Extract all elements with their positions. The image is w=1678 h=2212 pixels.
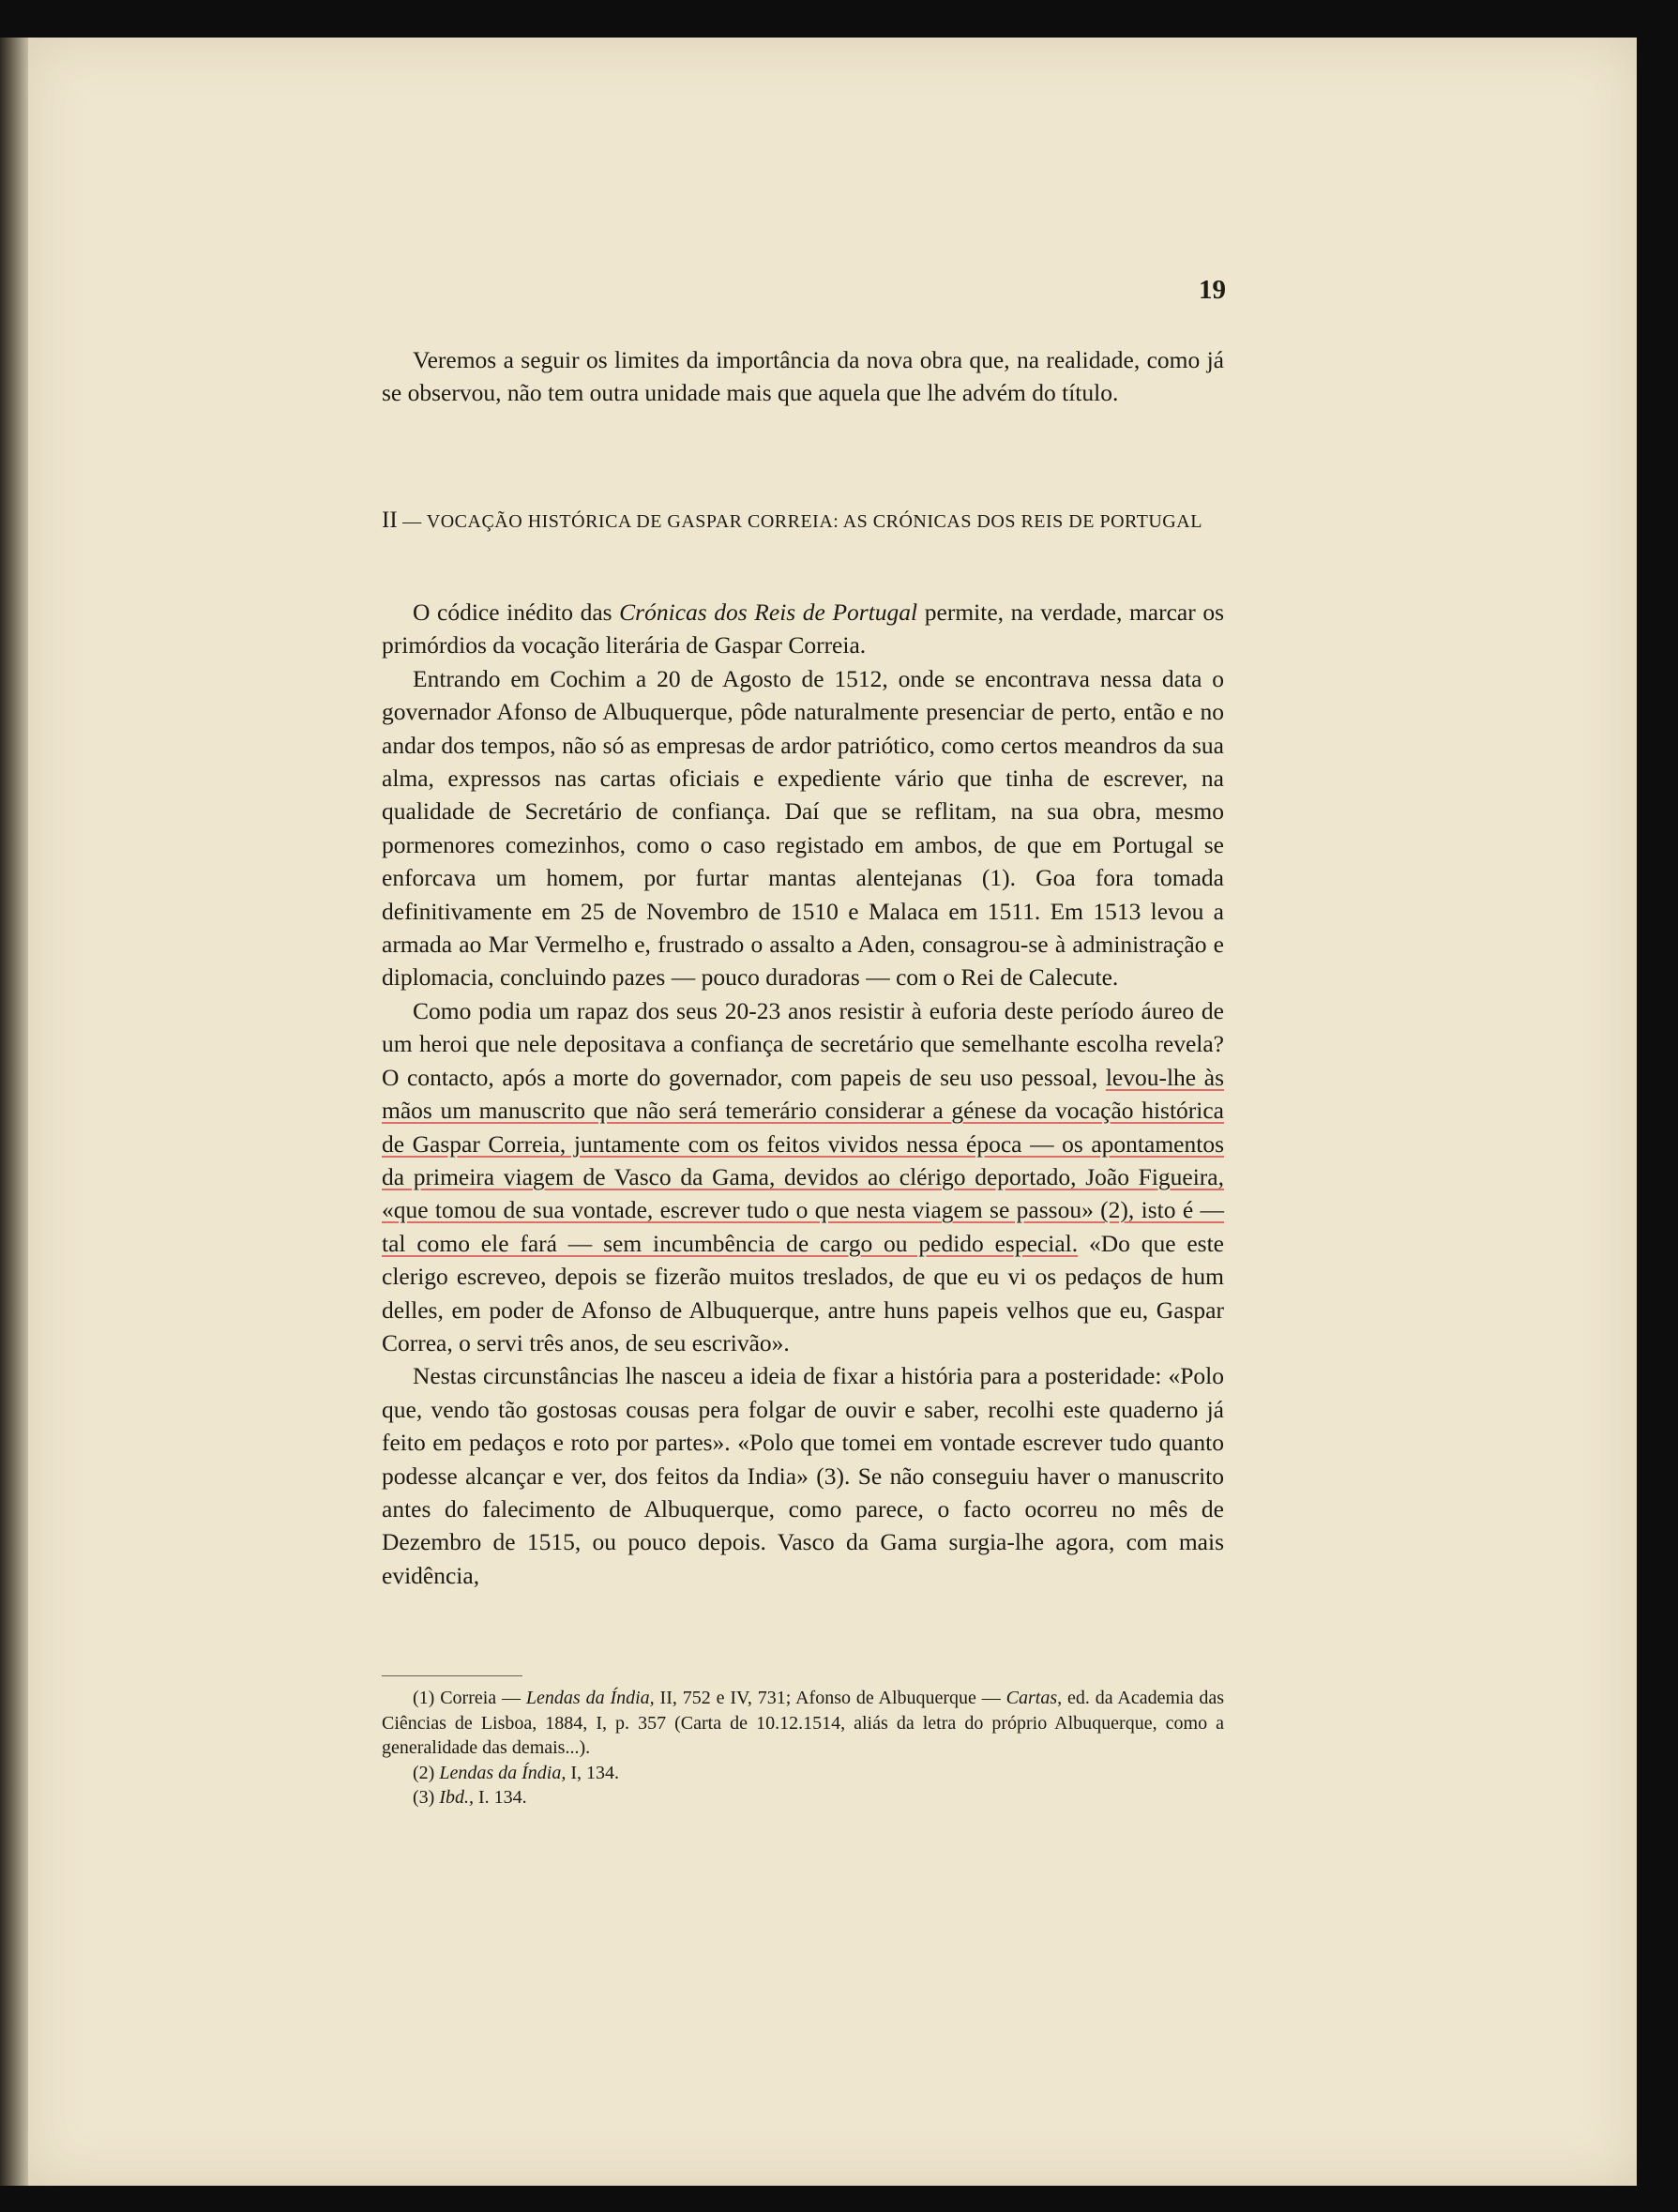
paragraph-4: Nestas circunstâncias lhe nasceu a ideia de fixar a história para a posteridade: «Polo que, vendo tão gostosas cousas pera folgar de ouvir e saber, recolhi este quaderno já feito em pedaços e roto por partes». «Polo que tomei em vontade escrever tudo quanto podesse alcançar e ver, dos feitos da India» (3). Se não conseguiu haver o manuscrito antes do falecimento de Albuquerque, como parece, o facto ocorreu no mês de Dezembro de 1515, ou pouco depois. Vasco da Gama surgia-lhe agora, com mais evidência,	[382, 1362, 1224, 1589]
footnote-1: (1) Correia — Lendas da Índia, II, 752 e IV, 731; Afonso de Albuquerque — Cartas, ed. da Academia das Ciências de Lisboa, 1884, I, p. 357 (Carta de 10.12.1514, aliás da letra do próprio Albuquerque, como a generalidade das demais...).	[382, 1688, 1225, 1758]
red-underlined-passage: levou-lhe às mãos um manuscrito que não será temerário considerar a génese da vocação histórica de Gaspar Correia, juntamente com os feitos vividos nessa época — os apontamentos da primeira viagem de Vasco da Gama, devidos ao clérigo deportado, João Figueira, «que tomou de sua vontade, escrever tudo o que nesta viagem se passou» (2), isto é — tal como ele fará — sem incumbência de cargo ou pedido especial.	[382, 1063, 1224, 1257]
heading-dash: —	[397, 511, 427, 532]
heading-text: VOCAÇÃO HISTÓRICA DE GASPAR CORREIA: AS CRÓNICAS DOS REIS DE PORTUGAL	[426, 511, 1202, 532]
book-title-italic: Crónicas dos Reis de Portugal	[619, 598, 918, 626]
body-text-top	[382, 343, 1224, 410]
section-heading	[382, 505, 1224, 538]
intro-paragraph: Veremos a seguir os limites da importância da nova obra que, na realidade, como já se observou, não tem outra unidade mais que aquela que lhe advém do título.	[382, 346, 1224, 407]
footnote-divider	[382, 1675, 522, 1676]
footnote-2: (2) Lendas da Índia, I, 134.	[413, 1762, 619, 1783]
scan-edge-shadow	[0, 38, 30, 2186]
body-text-main	[382, 596, 1224, 1592]
paragraph-1: O códice inédito das Crónicas dos Reis de Portugal permite, na verdade, marcar os primórdios da vocação literária de Gaspar Correia.	[382, 598, 1224, 659]
paragraph-2: Entrando em Cochim a 20 de Agosto de 1512, onde se encontrava nessa data o governador Afonso de Albuquerque, pôde naturalmente presenciar de perto, então e no andar dos tempos, não só as empresas de ardor patriótico, como certos meandros da sua alma, expressos nas cartas oficiais e expediente vário que tinha de escrever, na qualidade de Secretário de confiança. Daí que se reflitam, na sua obra, mesmo pormenores comezinhos, como o caso registado em ambos, de que em Portugal se enforcava um homem, por furtar mantas alentejanas (1). Goa fora tomada definitivamente em 25 de Novembro de 1510 e Malaca em 1511. Em 1513 levou a armada ao Mar Vermelho e, frustrado o assalto a Aden, consagrou-se à administração e diplomacia, concluindo pazes — pouco duradoras — com o Rei de Calecute.	[382, 664, 1224, 992]
page-number: 19	[1199, 275, 1226, 305]
footnotes	[382, 1686, 1224, 1811]
paragraph-3: Como podia um rapaz dos seus 20-23 anos resistir à euforia deste período áureo de um heroi que nele depositava a confiança de secretário que semelhante escolha revela? O contacto, após a morte do governador, com papeis de seu uso pessoal, levou-lhe às mãos um manuscrito que não será temerário considerar a génese da vocação histórica de Gaspar Correia, juntamente com os feitos vividos nessa época — os apontamentos da primeira viagem de Vasco da Gama, devidos ao clérigo deportado, João Figueira, «que tomou de sua vontade, escrever tudo o que nesta viagem se passou» (2), isto é — tal como ele fará — sem incumbência de cargo ou pedido especial. «Do que este clerigo escreveo, depois se fizerão muitos treslados, de que eu vi os pedaços de hum delles, em poder de Afonso de Albuquerque, antre huns papeis velhos que eu, Gaspar Correa, o servi três anos, de seu escrivão».	[382, 996, 1224, 1356]
heading-roman: II	[382, 508, 398, 533]
footnote-3: (3) Ibd., I. 134.	[413, 1787, 527, 1808]
